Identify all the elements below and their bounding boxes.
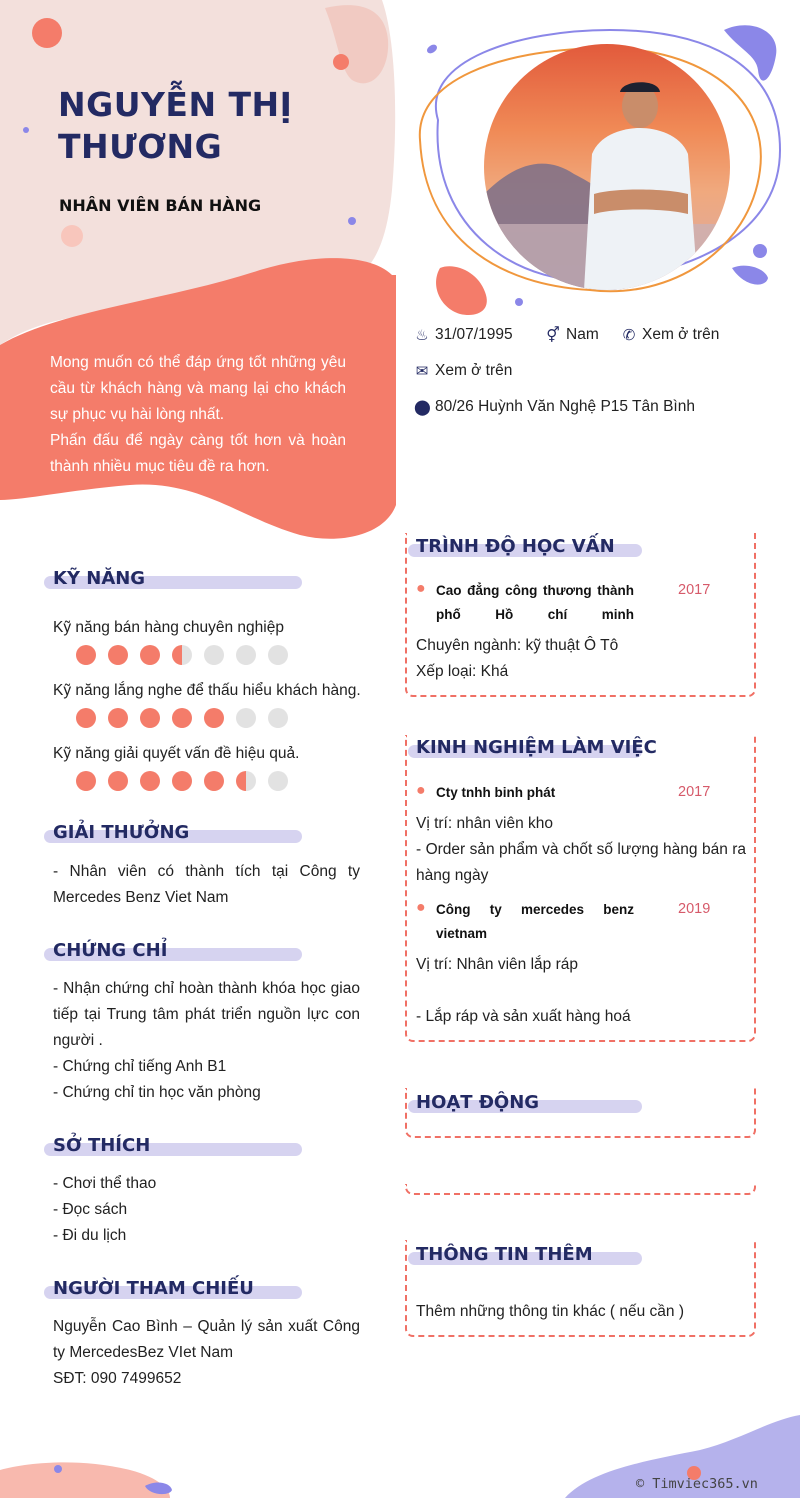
job-description: - Order sản phẩm và chốt số lượng hàng bán ra hàng ngày (416, 841, 746, 884)
job-position: Vị trí: nhân viên kho (416, 815, 553, 832)
phone (621, 326, 719, 344)
rating-dot (236, 708, 256, 728)
reference-line: SĐT: 090 7499652 (53, 1370, 182, 1387)
skills-title: KỸ NĂNG (53, 568, 146, 589)
gender-value: Nam (566, 326, 599, 343)
certificates-title: CHỨNG CHỈ (53, 940, 168, 961)
skill-rating (76, 771, 288, 791)
address (414, 398, 695, 416)
rating-dot (268, 645, 288, 665)
hobby-item: - Đọc sách (53, 1201, 128, 1218)
company-name: Công ty mercedes benz vietnam (436, 902, 634, 941)
hobby-item: - Đi du lịch (53, 1227, 127, 1244)
rating-dot (268, 708, 288, 728)
career-objective (50, 350, 346, 480)
candidate-name: NGUYỄN THỊ THƯƠNG (58, 85, 293, 166)
gender-icon: ⚥ (546, 327, 560, 344)
certificate-line: - Nhận chứng chỉ hoàn thành khóa học giao tiếp tại Trung tâm phát triển nguồn lực con người . (53, 980, 360, 1049)
phone-icon: ✆ (622, 327, 636, 344)
avatar (484, 44, 730, 290)
rating-dot (204, 645, 224, 665)
education-grade: Xếp loại: Khá (416, 663, 509, 680)
certificate-line: - Chứng chỉ tin học văn phòng (53, 1084, 261, 1101)
references-title: NGƯỜI THAM CHIẾU (53, 1278, 254, 1299)
skill-label: Kỹ năng lắng nghe để thấu hiểu khách hàng. (53, 682, 361, 699)
rating-dot (76, 708, 96, 728)
rating-dot (76, 645, 96, 665)
awards-title: GIẢI THƯỞNG (53, 822, 190, 843)
rating-dot (140, 771, 160, 791)
education-title: TRÌNH ĐỘ HỌC VẤN (416, 536, 615, 557)
extra-info-title: THÔNG TIN THÊM (416, 1244, 593, 1265)
awards-text: - Nhân viên có thành tích tại Công ty Mercedes Benz Viet Nam (53, 863, 360, 906)
experience-title: KINH NGHIỆM LÀM VIỆC (416, 737, 657, 758)
hobby-item: - Chơi thể thao (53, 1175, 157, 1192)
rating-dot (204, 708, 224, 728)
phone-value: Xem ở trên (642, 326, 720, 343)
rating-dot (204, 771, 224, 791)
envelope-icon: ✉ (415, 363, 429, 380)
map-pin-icon: ● (416, 580, 426, 597)
activities-box-bottom (405, 1184, 756, 1195)
copyright: © Timviec365.vn (636, 1476, 758, 1492)
map-pin-icon: ⬤ (414, 399, 431, 416)
skill-rating (76, 645, 288, 665)
rating-dot (108, 771, 128, 791)
skill-rating (76, 708, 288, 728)
rating-dot (172, 708, 192, 728)
certificate-line: - Chứng chỉ tiếng Anh B1 (53, 1058, 227, 1075)
map-pin-icon: ● (416, 899, 426, 916)
skill-label: Kỹ năng bán hàng chuyên nghiệp (53, 619, 284, 636)
rating-dot (172, 645, 192, 665)
rating-dot (236, 645, 256, 665)
education-year: 2017 (678, 582, 711, 598)
objective-line: Phấn đấu để ngày càng tốt hơn và hoàn thành nhiều mục tiêu đề ra hơn. (50, 432, 346, 475)
avatar-photo (484, 44, 730, 290)
job-position: Vị trí: Nhân viên lắp ráp (416, 956, 578, 973)
activities-title: HOẠT ĐỘNG (416, 1092, 540, 1113)
rating-dot (76, 771, 96, 791)
job-description: - Lắp ráp và sản xuất hàng hoá (416, 1008, 631, 1025)
job-title: NHÂN VIÊN BÁN HÀNG (59, 196, 262, 215)
birthday (414, 326, 513, 344)
email (414, 362, 512, 380)
rating-dot (108, 708, 128, 728)
extra-info-text: Thêm những thông tin khác ( nếu cần ) (416, 1303, 685, 1320)
birthday-value: 31/07/1995 (435, 326, 513, 343)
company-name: Cty tnhh binh phát (436, 785, 556, 800)
cake-icon: ♨ (415, 327, 429, 344)
objective-line: Mong muốn có thể đáp ứng tốt những yêu cầu từ khách hàng và mang lại cho khách sự phục vụ hài lòng nhất. (50, 354, 346, 423)
job-year: 2019 (678, 901, 711, 917)
reference-line: Nguyễn Cao Bình – Quản lý sản xuất Công ty MercedesBez VIet Nam (53, 1318, 360, 1361)
rating-dot (108, 645, 128, 665)
job-year: 2017 (678, 784, 711, 800)
email-value: Xem ở trên (435, 362, 513, 379)
rating-dot (172, 771, 192, 791)
gender (545, 326, 599, 344)
school-name: Cao đẳng công thương thành phố Hồ chí minh (436, 583, 634, 622)
rating-dot (140, 708, 160, 728)
map-pin-icon: ● (416, 782, 426, 799)
rating-dot (268, 771, 288, 791)
education-major: Chuyên ngành: kỹ thuật Ô Tô (416, 637, 619, 654)
rating-dot (140, 645, 160, 665)
address-value: 80/26 Huỳnh Văn Nghệ P15 Tân Bình (435, 398, 695, 415)
hobbies-title: SỞ THÍCH (53, 1135, 151, 1156)
rating-dot (236, 771, 256, 791)
skill-label: Kỹ năng giải quyết vấn đề hiệu quả. (53, 745, 300, 762)
